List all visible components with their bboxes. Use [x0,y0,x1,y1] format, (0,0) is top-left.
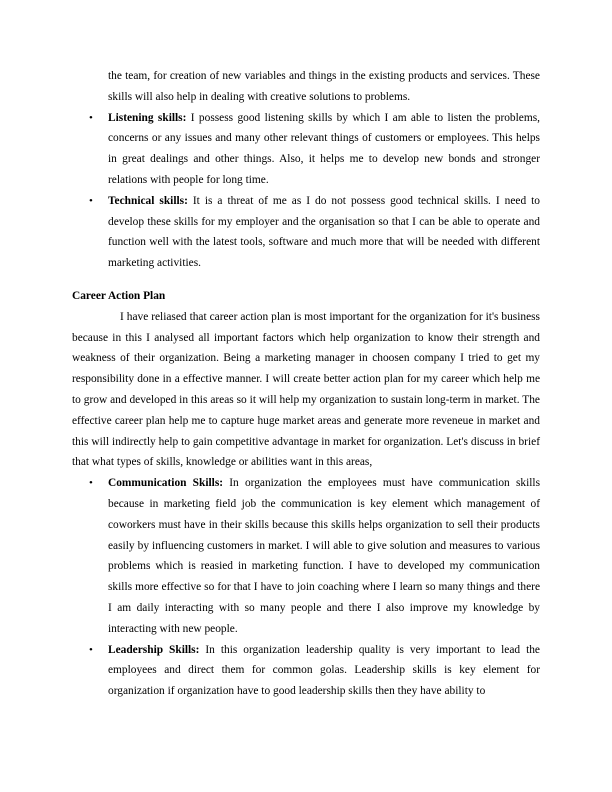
skill-description: I possess good listening skills by which I am able to listen the problems, concerns or any issues and many other relevant things of customers or employees. This helps in great dealings and other things. Also, it helps me to develop new bonds and stronger relations with people for long time. [108,111,540,186]
skills-list-1 [72,108,540,274]
bullet-icon: • [89,111,93,124]
continuation-paragraph: the team, for creation of new variables and things in the existing products and services. These skills will also help in dealing with creative solutions to problems. [108,70,540,103]
skill-description: In this organization leadership quality is very important to lead the employees and direct them for common golas. Leadership skills is key element for organization if organization have to good leadership skills then they have ability to [108,643,540,698]
skill-description: It is a threat of me as I do not possess good technical skills. I need to develop these skills for my employer and the organisation so that I can be able to operate and function well with the latest tools, software and much more that will be needed with different marketing activities. [108,194,540,270]
list-item-leadership-skills [89,640,540,702]
skill-term: Listening skills: [108,111,187,124]
bullet-icon: • [89,194,93,207]
section-paragraph: I have reliased that career action plan is most important for the organization for it's business because in this I analysed all important factors which help organization to know their strength and weakness of their organization. Being a marketing manager in choosen company I tried to get my responsibility done in a effective manner. I will create better action plan for my career which help me to grow and developed in this areas so it will help my organization to sustain long-term in market. The effective career plan help me to capture huge market areas and generate more reveneue in market and this will indirectly help to gain competitive advantage in market for organization. Let's discuss in brief that what types of skills, knowledge or abilities want in this areas, [72,310,540,469]
list-item-technical-skills [89,191,540,274]
list-item-listening-skills [89,108,540,191]
document-page [72,66,540,702]
section-heading: Career Action Plan [72,289,166,302]
list-item-communication-skills [89,473,541,639]
skill-description: In organization the employees must have communication skills because in marketing field job the communication is key element which management of coworkers must have in their skills because this skills helps organization to sell their products easily by influencing customers in market. I will able to give solution and measures to various problems which is reasied in marketing function. I have to developed my communication skills more effective so for that I have to join coaching where I learn so many things and there I am daily interacting with so many people and there I also improve my knowledge by interacting with new people. [108,477,541,635]
skills-list-2 [72,473,540,702]
skill-term: Technical skills: [108,194,188,207]
skill-term: Communication Skills: [108,477,224,490]
bullet-icon: • [89,643,93,656]
skill-term: Leadership Skills: [108,643,200,656]
bullet-icon: • [89,477,93,490]
